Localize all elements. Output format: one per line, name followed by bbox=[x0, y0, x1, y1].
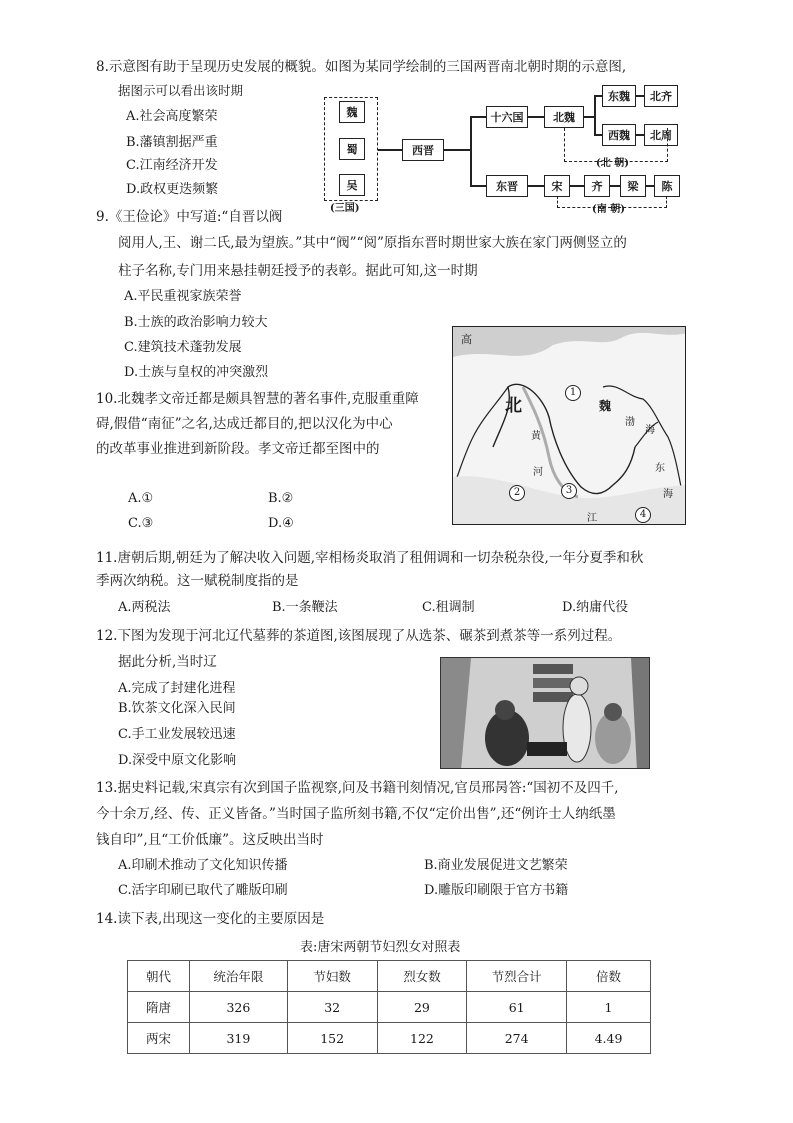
map-label-jiang: 江 bbox=[587, 513, 597, 524]
q11-option-b[interactable]: B.一条鞭法 bbox=[272, 600, 338, 615]
q11-stem-line1: 11.唐朝后期,朝廷为了解决收入问题,宰相杨炎取消了租佣调和一切杂税杂役,一年分夏季和秋 bbox=[96, 550, 644, 566]
connector-line bbox=[444, 149, 470, 151]
connector-line bbox=[470, 185, 486, 187]
q9-option-d[interactable]: D.士族与皇权的冲突激烈 bbox=[124, 365, 269, 380]
map-marker-3[interactable]: 3 bbox=[561, 483, 577, 499]
box-qi: 齐 bbox=[584, 175, 610, 197]
mural-illustration bbox=[441, 658, 650, 769]
q13-option-c[interactable]: C.活字印刷已取代了雕版印刷 bbox=[118, 883, 288, 898]
box-shu: 蜀 bbox=[339, 138, 365, 160]
table-cell: 29 bbox=[377, 992, 467, 1023]
table-header-cell: 节烈合计 bbox=[467, 961, 567, 992]
q9-option-a[interactable]: A.平民重视家族荣誉 bbox=[124, 289, 242, 304]
table-cell: 274 bbox=[467, 1023, 567, 1054]
q8-option-c[interactable]: C.江南经济开发 bbox=[126, 158, 218, 173]
q9-stem-line3: 柱子名称,专门用来悬挂朝廷授予的表彰。据此可知,这一时期 bbox=[118, 263, 478, 279]
table-header-cell: 烈女数 bbox=[377, 961, 467, 992]
q13-option-d[interactable]: D.雕版印刷限于官方书籍 bbox=[424, 883, 569, 898]
q13-stem-line3: 钱自印”,且“工价低廉”。这反映出当时 bbox=[96, 832, 324, 848]
table-header-cell: 朝代 bbox=[128, 961, 190, 992]
q14-stem: 14.读下表,出现这一变化的主要原因是 bbox=[96, 911, 325, 927]
q11-option-a[interactable]: A.两税法 bbox=[118, 600, 171, 615]
q12-option-b[interactable]: B.饮茶文化深入民间 bbox=[118, 701, 236, 716]
map-marker-2[interactable]: 2 bbox=[509, 485, 525, 501]
q12-stem-line2: 据此分析,当时辽 bbox=[118, 654, 217, 670]
box-liang: 梁 bbox=[620, 175, 646, 197]
q13-option-b[interactable]: B.商业发展促进文艺繁荣 bbox=[424, 858, 568, 873]
q13-stem-line2: 今十余万,经、传、正义皆备。”当时国子监所刻书籍,不仅“定价出售”,还“例许士人纳纸墨 bbox=[96, 806, 616, 822]
connector-line bbox=[470, 116, 472, 186]
table-cell: 4.49 bbox=[566, 1023, 650, 1054]
table-cell: 319 bbox=[190, 1023, 288, 1054]
connector-line bbox=[584, 116, 594, 118]
table-cell: 152 bbox=[287, 1023, 377, 1054]
q11-option-d[interactable]: D.纳庸代役 bbox=[562, 600, 629, 615]
box-wu: 吴 bbox=[339, 174, 365, 196]
table-header-cell: 统治年限 bbox=[190, 961, 288, 992]
map-marker-4[interactable]: 4 bbox=[635, 507, 651, 523]
q8-stem2: 据图示可以看出该时期 bbox=[118, 83, 244, 98]
table-cell: 326 bbox=[190, 992, 288, 1023]
q14-data-table bbox=[127, 960, 651, 1054]
q11-option-c[interactable]: C.租调制 bbox=[422, 600, 475, 615]
table-cell: 122 bbox=[377, 1023, 467, 1054]
q9-option-c[interactable]: C.建筑技术蓬勃发展 bbox=[124, 340, 242, 355]
q10-stem-line1: 10.北魏孝文帝迁都是颇具智慧的著名事件,克服重重障 bbox=[96, 391, 419, 407]
table-cell: 1 bbox=[566, 992, 650, 1023]
map-label-huang: 黄 bbox=[531, 431, 541, 442]
map-label-bo: 渤 bbox=[625, 417, 635, 428]
box-wei: 魏 bbox=[339, 101, 365, 123]
box-xiwei: 西魏 bbox=[602, 124, 636, 146]
table-row bbox=[128, 992, 651, 1023]
q14-table-title: 表:唐宋两朝节妇烈女对照表 bbox=[300, 940, 461, 955]
q10-stem-line3: 的改革事业推进到新阶段。孝文帝迁都至图中的 bbox=[96, 441, 380, 457]
connector-line bbox=[570, 185, 584, 187]
q10-option-b[interactable]: B.② bbox=[268, 491, 294, 506]
map-label-bei: 北 bbox=[505, 396, 522, 416]
q8-option-b[interactable]: B.藩镇割据严重 bbox=[126, 135, 218, 150]
box-chen: 陈 bbox=[654, 175, 680, 197]
table-cell: 61 bbox=[467, 992, 567, 1023]
map-label-hai: 海 bbox=[645, 425, 655, 436]
table-cell: 隋唐 bbox=[128, 992, 190, 1023]
q12-option-d[interactable]: D.深受中原文化影响 bbox=[118, 753, 237, 768]
map-label-wei: 魏 bbox=[599, 399, 612, 413]
connector-line bbox=[470, 116, 486, 118]
q10-option-c[interactable]: C.③ bbox=[128, 516, 154, 531]
connector-line bbox=[528, 116, 544, 118]
connector-line bbox=[636, 95, 644, 97]
q8-option-d[interactable]: D.政权更迭频繁 bbox=[126, 182, 219, 197]
box-beiqi: 北齐 bbox=[644, 85, 678, 107]
q8-stem: 8.示意图有助于呈现历史发展的概貌。如图为某同学绘制的三国两晋南北朝时期的示意图, bbox=[96, 59, 627, 75]
q13-option-a[interactable]: A.印刷术推动了文化知识传播 bbox=[118, 858, 288, 873]
connector-line bbox=[594, 95, 602, 97]
table-cell: 32 bbox=[287, 992, 377, 1023]
q9-stem-line1: 9.《王俭论》中写道:“自晋以阀 bbox=[96, 209, 283, 225]
q10-option-d[interactable]: D.④ bbox=[268, 516, 294, 531]
q11-stem-line2: 季两次纳税。这一赋税制度指的是 bbox=[96, 573, 299, 589]
q13-stem-line1: 13.据史料记载,宋真宗有次到国子监视察,问及书籍刊刻情况,官员邢昺答:“国初不及四千, bbox=[96, 780, 619, 796]
box-song: 宋 bbox=[544, 175, 570, 197]
map-label-corner: 高 bbox=[461, 333, 472, 346]
label-nanchao: (南 朝) bbox=[592, 204, 625, 215]
table-header-cell: 倍数 bbox=[566, 961, 650, 992]
label-sanguo: (三国) bbox=[330, 203, 360, 214]
q9-option-b[interactable]: B.士族的政治影响力较大 bbox=[124, 315, 268, 330]
northern-wei-map bbox=[452, 326, 686, 525]
connector-line bbox=[610, 185, 620, 187]
map-label-hai2: 海 bbox=[663, 489, 673, 500]
tea-ceremony-mural-image bbox=[440, 657, 650, 769]
q8-option-a[interactable]: A.社会高度繁荣 bbox=[126, 109, 218, 124]
label-beichao: (北 朝) bbox=[596, 158, 629, 169]
q9-stem-line2: 阅用人,王、谢二氏,最为望族。”其中“阀”“阅”原指东晋时期世家大族在家门两侧竖立的 bbox=[118, 235, 627, 251]
box-beiwei: 北魏 bbox=[544, 106, 584, 128]
box-xijin: 西晋 bbox=[402, 139, 444, 161]
connector-line bbox=[378, 149, 402, 151]
box-dongwei: 东魏 bbox=[602, 85, 636, 107]
table-header-cell: 节妇数 bbox=[287, 961, 377, 992]
map-marker-1[interactable]: 1 bbox=[565, 385, 581, 401]
map-label-he: 河 bbox=[533, 467, 543, 478]
q10-option-a[interactable]: A.① bbox=[128, 491, 154, 506]
q12-option-c[interactable]: C.手工业发展较迅速 bbox=[118, 727, 236, 742]
q12-option-a[interactable]: A.完成了封建化进程 bbox=[118, 681, 236, 696]
table-header-row bbox=[128, 961, 651, 992]
box-shiliuguo: 十六国 bbox=[486, 106, 528, 128]
q12-stem-line1: 12.下图为发现于河北辽代墓葬的茶道图,该图展现了从选茶、碾茶到煮茶等一系列过程。 bbox=[96, 628, 622, 644]
connector-line bbox=[528, 185, 544, 187]
table-row bbox=[128, 1023, 651, 1054]
box-beizhou: 北周 bbox=[644, 124, 678, 146]
connector-line bbox=[646, 185, 654, 187]
map-label-dong: 东 bbox=[655, 463, 665, 474]
q10-stem-line2: 碍,假借“南征”之名,达成迁都目的,把以汉化为中心 bbox=[96, 416, 393, 432]
box-dongjin: 东晋 bbox=[486, 175, 528, 197]
table-cell: 两宋 bbox=[128, 1023, 190, 1054]
